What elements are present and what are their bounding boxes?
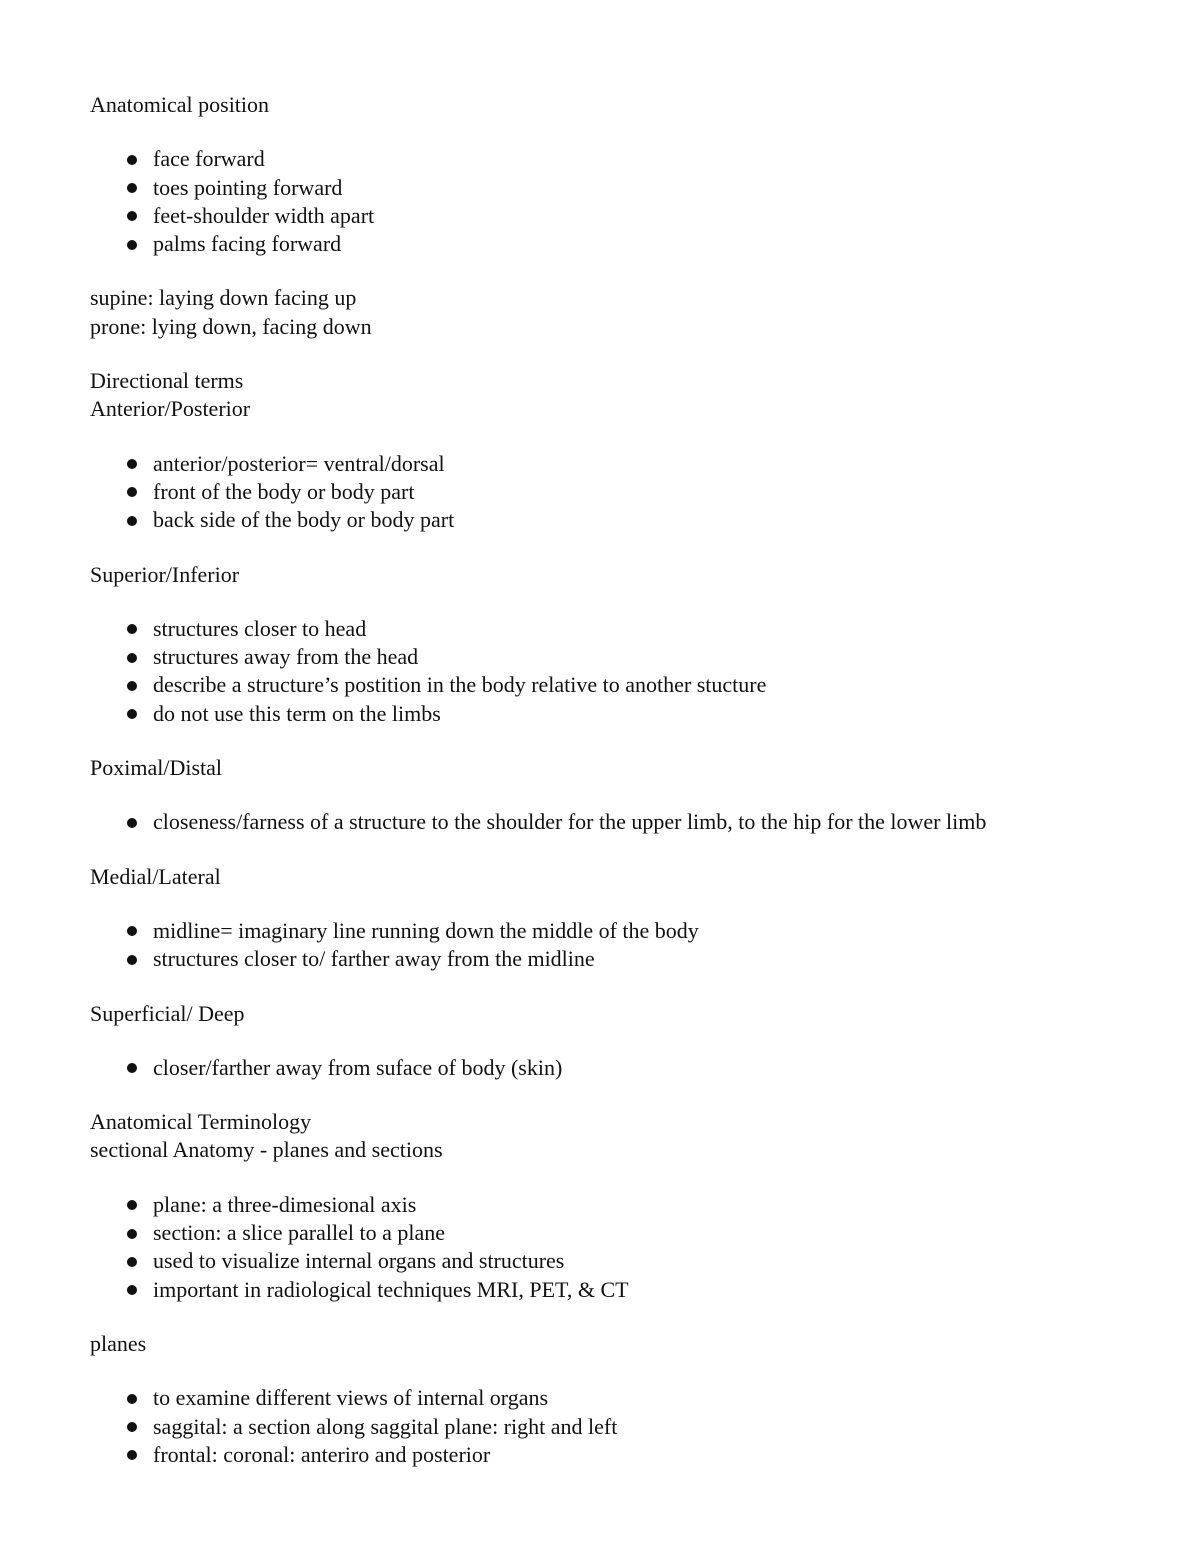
list-item (90, 945, 1170, 973)
section (90, 284, 1170, 367)
bullet-icon (127, 1285, 137, 1295)
list-item (90, 1276, 1170, 1304)
bullet-icon (127, 653, 137, 663)
section (90, 367, 1170, 560)
bullet-icon (127, 1229, 137, 1239)
bullet-list (90, 1384, 1170, 1469)
list-item-text: structures away from the head (153, 644, 419, 670)
list-item-text: front of the body or body part (153, 478, 415, 504)
list-item-text: do not use this term on the limbs (153, 700, 441, 726)
section-heading: planes (90, 1330, 147, 1356)
list-item-text: important in radiological techniques MRI, PET, & CT (153, 1276, 629, 1302)
bullet-icon (127, 240, 137, 250)
list-item-text: closer/farther away from suface of body (skin) (153, 1054, 563, 1080)
bullet-icon (127, 1450, 137, 1460)
list-item-text: structures closer to head (153, 615, 367, 641)
section (90, 1000, 1170, 1109)
bullet-icon (127, 1063, 137, 1073)
section-heading: Directional terms (90, 368, 244, 394)
section (90, 1330, 1170, 1469)
bullet-list (90, 808, 1170, 836)
bullet-icon (127, 1257, 137, 1267)
list-item-text: saggital: a section along saggital plane: right and left (153, 1413, 618, 1439)
list-item-text: anterior/posterior= ventral/dorsal (153, 450, 445, 476)
bullet-icon (127, 926, 137, 936)
bullet-icon (127, 624, 137, 634)
list-item-text: used to visualize internal organs and structures (153, 1248, 565, 1274)
list-item (90, 671, 1170, 699)
list-item-text: describe a structure’s postition in the body relative to another stucture (153, 672, 767, 698)
list-item (90, 174, 1170, 202)
list-item-text: section: a slice parallel to a plane (153, 1220, 445, 1246)
section (90, 91, 1170, 284)
bullet-icon (127, 955, 137, 965)
bullet-icon (127, 211, 137, 221)
list-item (90, 506, 1170, 534)
list-item (90, 917, 1170, 945)
bullet-icon (127, 681, 137, 691)
list-item (90, 450, 1170, 478)
bullet-list (90, 145, 1170, 258)
bullet-icon (127, 516, 137, 526)
list-item (90, 145, 1170, 173)
list-item-text: structures closer to/ farther away from the midline (153, 946, 595, 972)
list-item (90, 700, 1170, 728)
section (90, 561, 1170, 754)
bullet-list (90, 917, 1170, 974)
list-item (90, 202, 1170, 230)
list-item-text: toes pointing forward (153, 174, 343, 200)
list-item (90, 1054, 1170, 1082)
bullet-list (90, 615, 1170, 728)
list-item (90, 1413, 1170, 1441)
bullet-list (90, 1054, 1170, 1082)
bullet-icon (127, 709, 137, 719)
list-item (90, 1247, 1170, 1275)
section-heading: Anatomical Terminology (90, 1109, 312, 1135)
section-heading: Anatomical position (90, 92, 270, 117)
bullet-icon (127, 1200, 137, 1210)
list-item-text: closeness/farness of a structure to the shoulder for the upper limb, to the hip for the lower limb (153, 809, 987, 835)
definition-line: supine: laying down facing up (90, 285, 357, 311)
list-item-text: frontal: coronal: anteriro and posterior (153, 1441, 491, 1467)
list-item (90, 1191, 1170, 1219)
bullet-icon (127, 155, 137, 165)
list-item-text: feet-shoulder width apart (153, 202, 375, 228)
section-subheading: sectional Anatomy - planes and sections (90, 1137, 443, 1163)
section-heading: Poximal/Distal (90, 755, 222, 781)
bullet-icon (127, 818, 137, 828)
list-item (90, 1219, 1170, 1247)
section-heading: Superior/Inferior (90, 561, 240, 587)
list-item-text: face forward (153, 146, 265, 172)
bullet-icon (127, 459, 137, 469)
section (90, 863, 1170, 1000)
section (90, 754, 1170, 863)
list-item-text: back side of the body or body part (153, 507, 455, 533)
bullet-icon (127, 1422, 137, 1432)
bullet-icon (127, 183, 137, 193)
list-item (90, 1441, 1170, 1469)
list-item (90, 478, 1170, 506)
bullet-icon (127, 1394, 137, 1404)
list-item (90, 643, 1170, 671)
document-page (90, 91, 1170, 1469)
list-item (90, 230, 1170, 258)
list-item (90, 615, 1170, 643)
list-item (90, 808, 1170, 836)
section-heading: Superficial/ Deep (90, 1000, 245, 1026)
list-item (90, 1384, 1170, 1412)
bullet-list (90, 1191, 1170, 1304)
list-item-text: plane: a three-dimesional axis (153, 1191, 417, 1217)
list-item-text: palms facing forward (153, 231, 342, 257)
list-item-text: to examine different views of internal organs (153, 1385, 549, 1411)
list-item-text: midline= imaginary line running down the middle of the body (153, 917, 699, 943)
section-heading: Medial/Lateral (90, 863, 221, 889)
definition-line: prone: lying down, facing down (90, 313, 372, 339)
section (90, 1108, 1170, 1330)
bullet-list (90, 450, 1170, 535)
bullet-icon (127, 487, 137, 497)
section-subheading: Anterior/Posterior (90, 396, 251, 422)
